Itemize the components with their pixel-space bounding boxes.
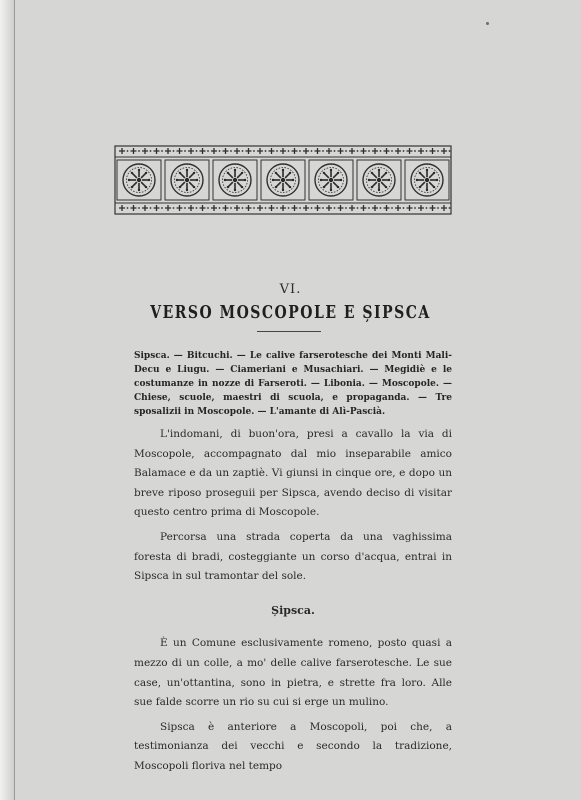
paragraph-3: È un Comune esclusivamente romeno, posto quasi a mezzo di un colle, a mo' delle calive farserotesche. Le sue case, un'ottantina, sono in pietra, e strette fra loro. Alle sue falde scorre un rio su cui si erge un mulino. [134,637,452,709]
title-divider [257,331,321,332]
ornament-medallion [261,160,305,200]
chapter-summary [134,349,452,419]
ornament-svg [114,145,452,215]
ornament-medallion [213,160,257,200]
summary-text: Sipsca. — Bitcuchi. — Le calive farserotesche dei Monti Mali-Decu e Liugu. — Ciameriani e Musachiari. — Megidiè e le costumanze in nozze di Farseroti. — Libonia. — Moscopole. — Chiese, scuole, maestri di scuola, e propaganda. — Tre sposalizii in Moscopole. — L'amante di Alì-Pascià. [134,351,452,417]
chapter-title: VERSO MOSCOPOLE E ȘIPSCA [150,303,431,323]
chapter-number: VI. [279,282,302,297]
ornament-medallion [309,160,353,200]
decorative-header-band [114,145,452,215]
paragraph-4: Sipsca è anteriore a Moscopoli, poi che, a testimonianza dei vecchi e secondo la tradizione, Moscopoli floriva nel tempo [134,720,452,772]
paper-speck [486,22,489,25]
ornament-medallion [357,160,401,200]
section-heading: Șipsca. [271,603,315,617]
page-gutter-line [14,0,15,800]
paragraph-1: L'indomani, di buon'ora, presi a cavallo la via di Moscopole, accompagnato dal mio inseparabile amico Balamace e da un zaptiè. Vi giunsi in cinque ore, e dopo un breve riposo proseguii per Sipsca, avendo deciso di visitar questo centro prima di Moscopole. [134,428,452,519]
paragraph-2: Percorsa una strada coperta da una vaghissima foresta di bradi, costeggiante un corso d'acqua, entrai in Sipsca in sul tramontar del sole. [134,530,452,583]
ornament-medallion [405,160,449,200]
ornament-medallion [117,160,161,200]
page-edge [0,0,14,800]
ornament-medallion [165,160,209,200]
body-text [134,425,452,777]
